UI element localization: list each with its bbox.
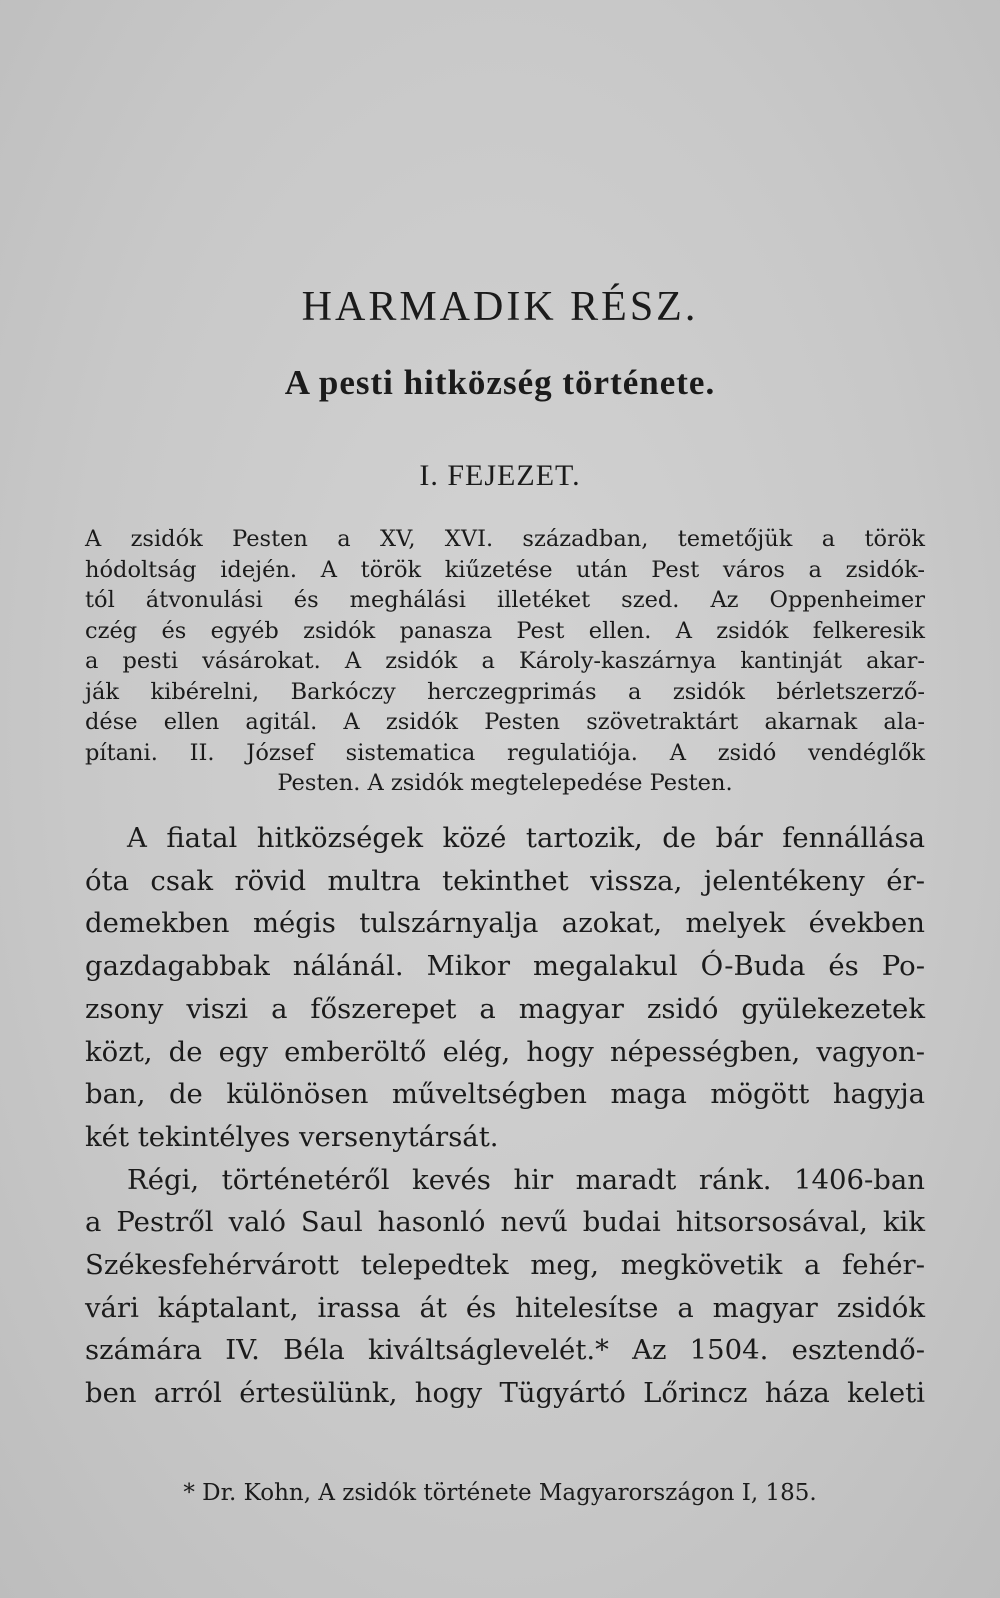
body-text <box>85 817 925 1415</box>
body-line: Régi, történetéről kevés hir maradt ránk. 1406-ban <box>127 1163 925 1196</box>
chapter-title: A pesti hitközség története. <box>284 363 716 402</box>
body-line: zsony viszi a főszerepet a magyar zsidó gyülekezetek <box>85 992 925 1025</box>
body-line: A fiatal hitközségek közé tartozik, de bár fennállása <box>127 822 925 854</box>
body-line: a Pestről való Saul hasonló nevű budai hitsorsosával, kik <box>85 1206 925 1239</box>
summary-line: Pesten. A zsidók megtelepedése Pesten. <box>277 770 733 796</box>
body-line: két tekintélyes versenytársát. <box>85 1120 499 1153</box>
body-line: vári káptalant, irassa át és hitelesítse a magyar zsidók <box>85 1291 925 1324</box>
summary-line: dése ellen agitál. A zsidók Pesten szövetraktárt akarnak ala- <box>85 709 925 735</box>
chapter-summary <box>85 524 925 799</box>
summary-line: A zsidók Pesten a XV, XVI. században, temetőjük a török <box>85 526 925 552</box>
summary-line: a pesti vásárokat. A zsidók a Károly-kaszárnya kantinját akar- <box>85 648 925 674</box>
summary-line: czég és egyéb zsidók panasza Pest ellen. A zsidók felkeresik <box>85 617 925 644</box>
summary-line: pítani. II. József sistematica regulatiója. A zsidó vendéglők <box>85 739 925 766</box>
body-line: Székesfehérvárott telepedtek meg, megkövetik a fehér- <box>85 1249 925 1282</box>
body-line: közt, de egy emberöltő elég, hogy népességben, vagyon- <box>85 1035 925 1068</box>
body-line: számára IV. Béla kiváltságlevelét.* Az 1504. esztendő- <box>85 1334 925 1367</box>
summary-line: hódoltság idején. A török kiűzetése után Pest város a zsidók- <box>85 556 925 583</box>
body-line: ben arról értesülünk, hogy Tügyártó Lőrincz háza keleti <box>85 1377 925 1410</box>
body-line: óta csak rövid multra tekinthet vissza, jelentékeny ér- <box>85 864 925 897</box>
footnote: * Dr. Kohn, A zsidók története Magyarországon I, 185. <box>183 1480 817 1506</box>
summary-line: tól átvonulási és meghálási illetéket szed. Az Oppenheimer <box>85 587 925 613</box>
chapter-number: I. FEJEZET. <box>419 459 581 492</box>
body-line: gazdagabbak nálánál. Mikor megalakul Ó-Buda és Po- <box>85 950 925 983</box>
summary-line: ják kibérelni, Barkóczy herczegprimás a zsidók bérletszerző- <box>85 678 925 705</box>
body-line: ban, de különösen műveltségben maga mögött hagyja <box>85 1078 925 1111</box>
body-line: demekben mégis tulszárnyalja azokat, melyek években <box>85 907 925 940</box>
part-title: HARMADIK RÉSZ. <box>301 284 699 330</box>
